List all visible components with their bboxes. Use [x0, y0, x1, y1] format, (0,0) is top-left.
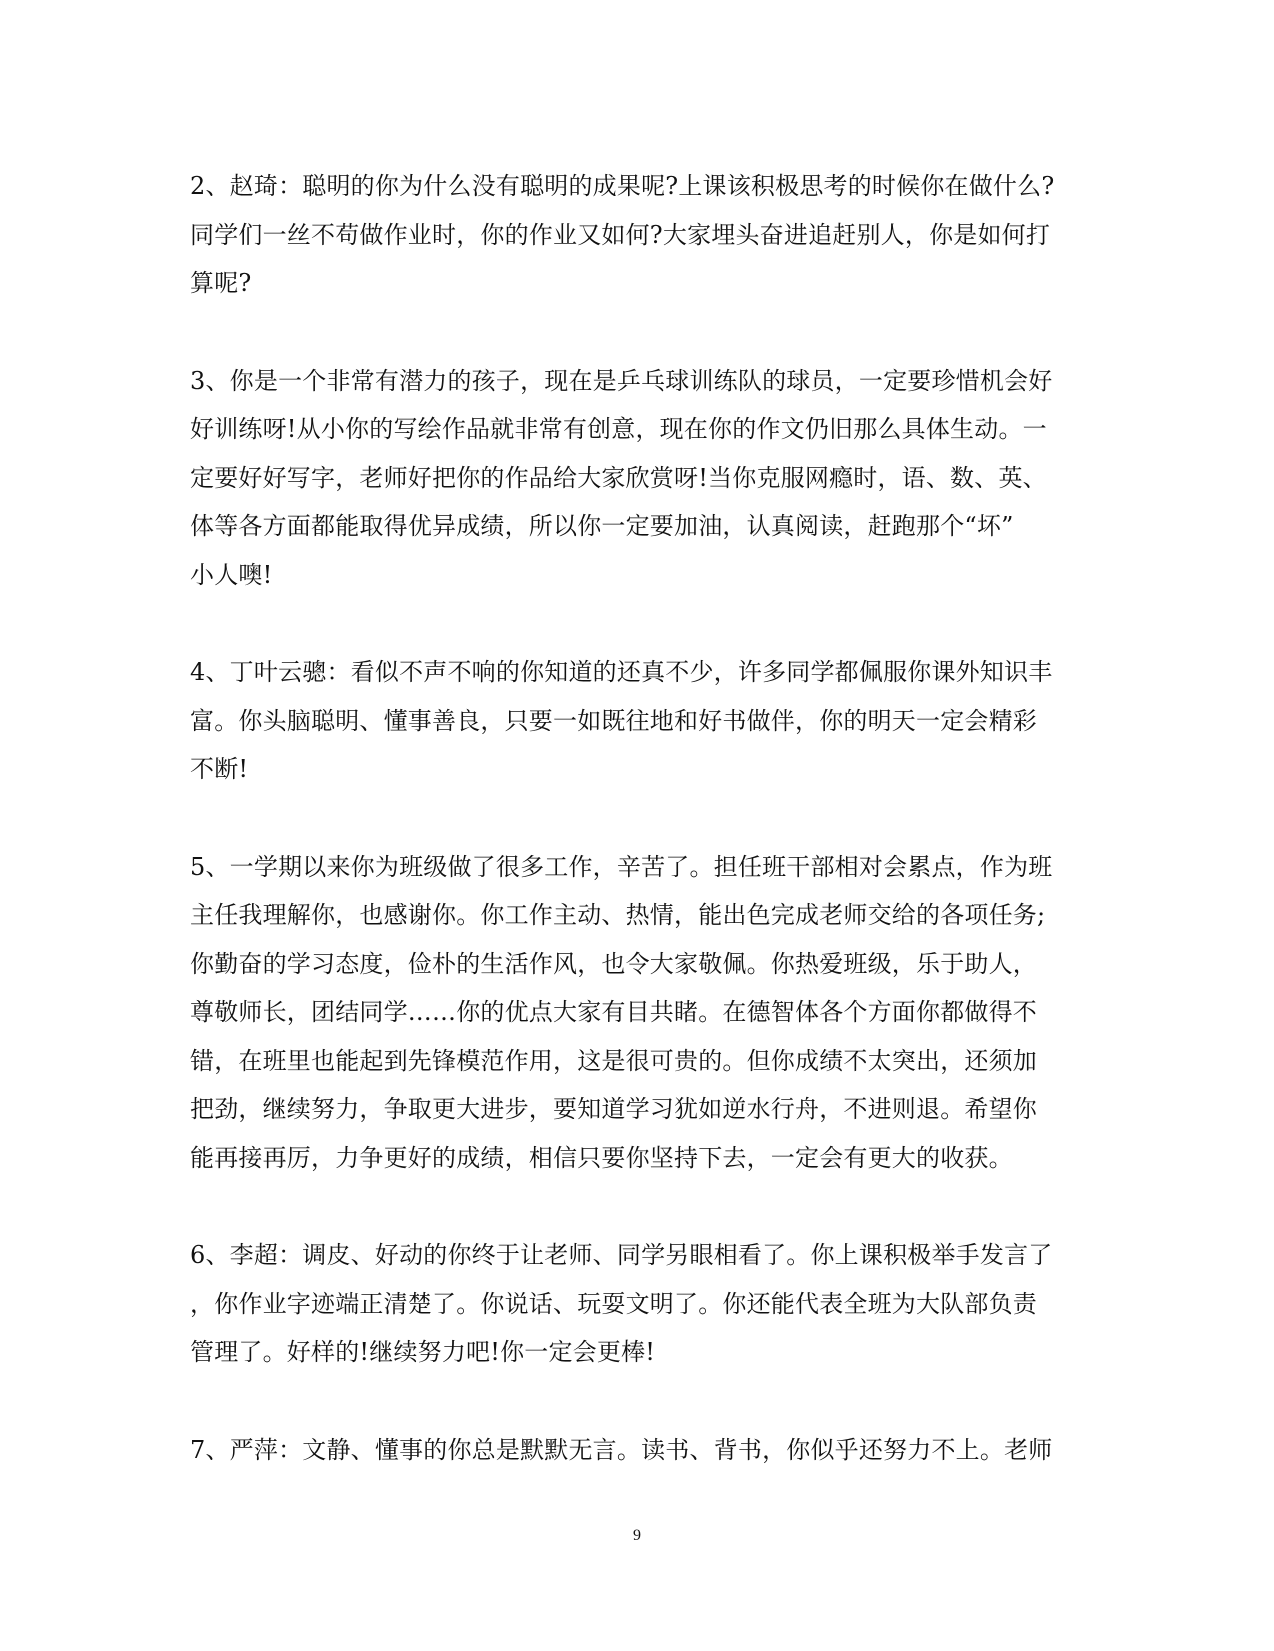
- document-body: [190, 162, 1080, 1523]
- text-line: 3、你是一个非常有潜力的孩子，现在是乒乓球训练队的球员，一定要珍惜机会好: [190, 366, 1053, 395]
- text-line: 同学们一丝不苟做作业时，你的作业又如何?大家埋头奋进追赶别人，你是如何打: [190, 220, 1051, 249]
- text-line: 管理了。好样的!继续努力吧!你一定会更棒!: [190, 1338, 656, 1366]
- text-line: 好训练呀!从小你的写绘作品就非常有创意，现在你的作文仍旧那么具体生动。一: [190, 415, 1047, 443]
- text-line: 小人噢!: [190, 560, 273, 589]
- text-line: 主任我理解你，也感谢你。你工作主动、热情，能出色完成老师交给的各项任务;: [190, 901, 1046, 929]
- text-line: ，你作业字迹端正清楚了。你说话、玩耍文明了。你还能代表全班为大队部负责: [190, 1289, 1037, 1318]
- text-line: 算呢?: [190, 269, 252, 297]
- paragraph: [190, 1231, 1080, 1377]
- text-line: 体等各方面都能取得优异成绩，所以你一定要加油，认真阅读，赶跑那个“坏”: [190, 512, 1014, 540]
- text-line: 错，在班里也能起到先锋模范作用，这是很可贵的。但你成绩不太突出，还须加: [190, 1046, 1037, 1075]
- text-line: 把劲，继续努力，争取更大进步，要知道学习犹如逆水行舟，不进则退。希望你: [190, 1095, 1037, 1123]
- paragraph: [190, 843, 1080, 1183]
- text-line: 尊敬师长，团结同学……你的优点大家有目共睹。在德智体各个方面你都做得不: [190, 998, 1037, 1026]
- text-line: 定要好好写字，老师好把你的作品给大家欣赏呀!当你克服网瘾时，语、数、英、: [190, 463, 1047, 492]
- text-line: 2、赵琦：聪明的你为什么没有聪明的成果呢?上课该积极思考的时候你在做什么?: [190, 172, 1055, 200]
- text-line: 6、李超：调皮、好动的你终于让老师、同学另眼相看了。你上课积极举手发言了: [190, 1241, 1053, 1269]
- text-line: 7、严萍：文静、懂事的你总是默默无言。读书、背书，你似乎还努力不上。老师: [190, 1435, 1053, 1464]
- text-line: 富。你头脑聪明、懂事善良，只要一如既往地和好书做伴，你的明天一定会精彩: [190, 706, 1037, 735]
- paragraph: [190, 1426, 1080, 1475]
- text-line: 不断!: [190, 755, 249, 783]
- text-line: 你勤奋的学习态度，俭朴的生活作风，也令大家敬佩。你热爱班级，乐于助人，: [190, 949, 1037, 978]
- text-line: 能再接再厉，力争更好的成绩，相信只要你坚持下去，一定会有更大的收获。: [190, 1143, 1013, 1172]
- text-line: 5、一学期以来你为班级做了很多工作，辛苦了。担任班干部相对会累点，作为班: [190, 852, 1053, 881]
- paragraph: [190, 648, 1080, 794]
- paragraph: [190, 357, 1080, 600]
- page-number: 9: [633, 1527, 641, 1544]
- text-line: 4、丁叶云骢：看似不声不响的你知道的还真不少，许多同学都佩服你课外知识丰: [190, 658, 1053, 686]
- paragraph: [190, 162, 1080, 308]
